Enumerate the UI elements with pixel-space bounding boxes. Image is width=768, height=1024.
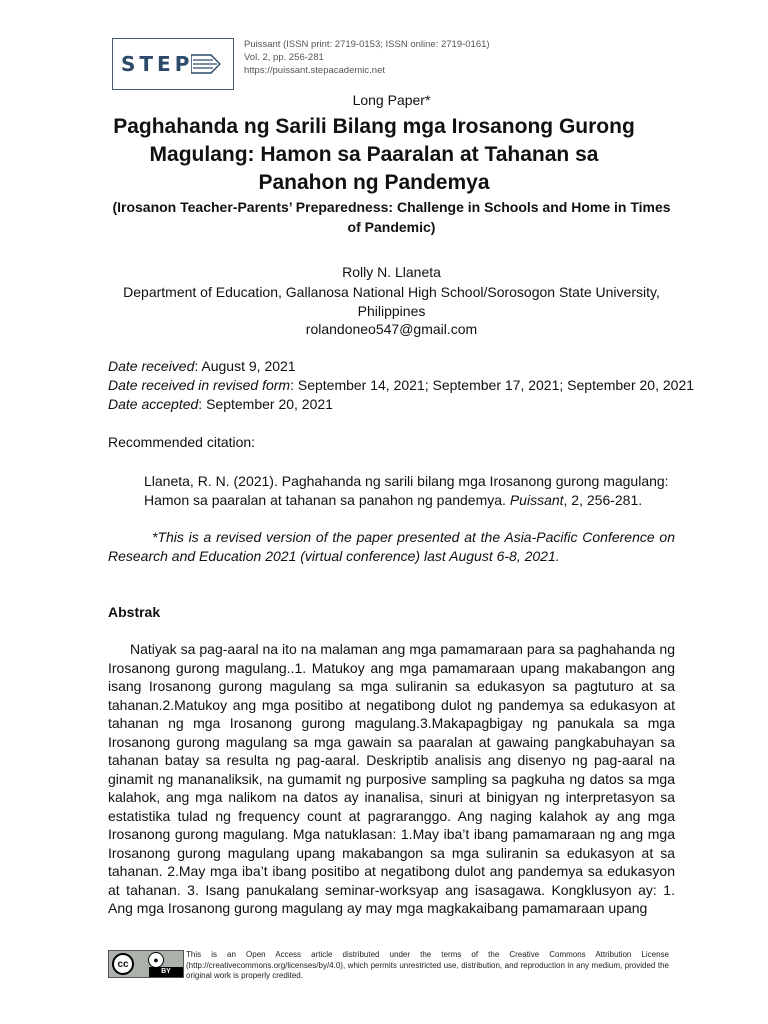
- paper-subtitle: (Irosanon Teacher-Parents’ Preparedness: Challenge in Schools and Home in Times of Pandemic): [112, 199, 671, 235]
- revision-note: *This is a revised version of the paper presented at the Asia-Pacific Conference on Research and Education 2021 (virtual conference) last August 6-8, 2021.: [108, 529, 675, 564]
- journal-logo: [112, 38, 234, 90]
- date-accepted: Date accepted: September 20, 2021: [108, 396, 333, 412]
- paper-title: Paghahanda ng Sarili Bilang mga Irosanong Gurong Magulang: Hamon sa Paaralan at Tahanan sa Panahon ng Pandemya: [113, 115, 635, 194]
- citation-text: Llaneta, R. N. (2021). Paghahanda ng sarili bilang mga Irosanong gurong magulang: Hamon sa paaralan at tahanan sa panahon ng pandemya. Puissant, 2, 256-281.: [144, 473, 669, 508]
- journal-url[interactable]: https://puissant.stepacademic.net: [244, 65, 385, 76]
- license-text: This is an Open Access article distributed under the terms of the Creative Commons Attribution License (http://creativecommons.org/licenses/by/4.0), which permits unrestricted use, distribution, and reproduction in any medium, provided the original work is properly credited.: [186, 950, 669, 980]
- citation-heading: Recommended citation:: [108, 434, 256, 450]
- date-revised: Date received in revised form: September 14, 2021; September 17, 2021; September 20, 2021: [108, 377, 695, 393]
- author-email[interactable]: rolandoneo547@gmail.com: [305, 321, 478, 337]
- abstract-heading: Abstrak: [108, 604, 161, 620]
- cc-icon: cc: [112, 953, 134, 975]
- logo-text: STEP: [121, 52, 194, 76]
- paper-type: Long Paper*: [352, 92, 431, 108]
- attribution-person-icon: ●: [148, 952, 164, 968]
- author-affiliation: Department of Education, Gallanosa National High School/Sorosogon State University, Philippines: [123, 284, 660, 319]
- logo-arrow-icon: [191, 53, 221, 75]
- date-received: Date received: August 9, 2021: [108, 358, 296, 374]
- journal-meta: [244, 38, 490, 77]
- journal-volume: Vol. 2, pp. 256-281: [244, 52, 324, 63]
- abstract-body: Natiyak sa pag-aaral na ito na malaman ang mga pamamaraan para sa paghahanda ng Irosanong gurong magulang..1. Matukoy ang mga pamamaraan upang makabangon ang isang Irosanong gurong magulang sa mga suliranin sa edukasyon sa pagtuturo at sa tahanan.2.Matukoy ang mga positibo at negatibong dulot ng pandemya sa edukasyon at tahanan ng mga Irosanong gurong magulang.3.Makapagbigay ng panukala sa mga Irosanong gurong magulang sa mga gawain sa paaralan at gawaing pangkabuhayan sa tahanan batay sa resulta ng pag-aaral. Deskriptib analisis ang disenyo ng pag-aaral na ginamit ng mananaliksik, na gumamit ng purposive sampling sa pagkuha ng datos sa mga kalahok, ang mga nalikom na datos ay inanalisa, sinuri at binigyan ng interpretasyon sa estatistika tulad ng frequency count at pagraranggo. Ang naging kalahok ay ang mga Irosanong gurong magulang. Mga natuklasan: 1.May iba’t ibang pamamaraan ng ang mga Irosanong gurong magulang upang makabangon sa mga suliranin sa edukasyon at sa tahanan. 2.May mga iba’t ibang positibo at negatibong dulot ang pandemya sa edukasyon at tahanan. 3. Isang panukalang seminar-worksyap ang isasagawa. Kongklusyon ay: 1. Ang mga Irosanong gurong magulang ay may mga magkakaibang pamamaraan upang: [108, 641, 675, 916]
- cc-by-badge[interactable]: [108, 950, 184, 978]
- author-name: Rolly N. Llaneta: [342, 264, 441, 280]
- journal-issn: Puissant (ISSN print: 2719-0153; ISSN online: 2719-0161): [244, 39, 490, 50]
- cc-by-label: BY: [149, 967, 183, 977]
